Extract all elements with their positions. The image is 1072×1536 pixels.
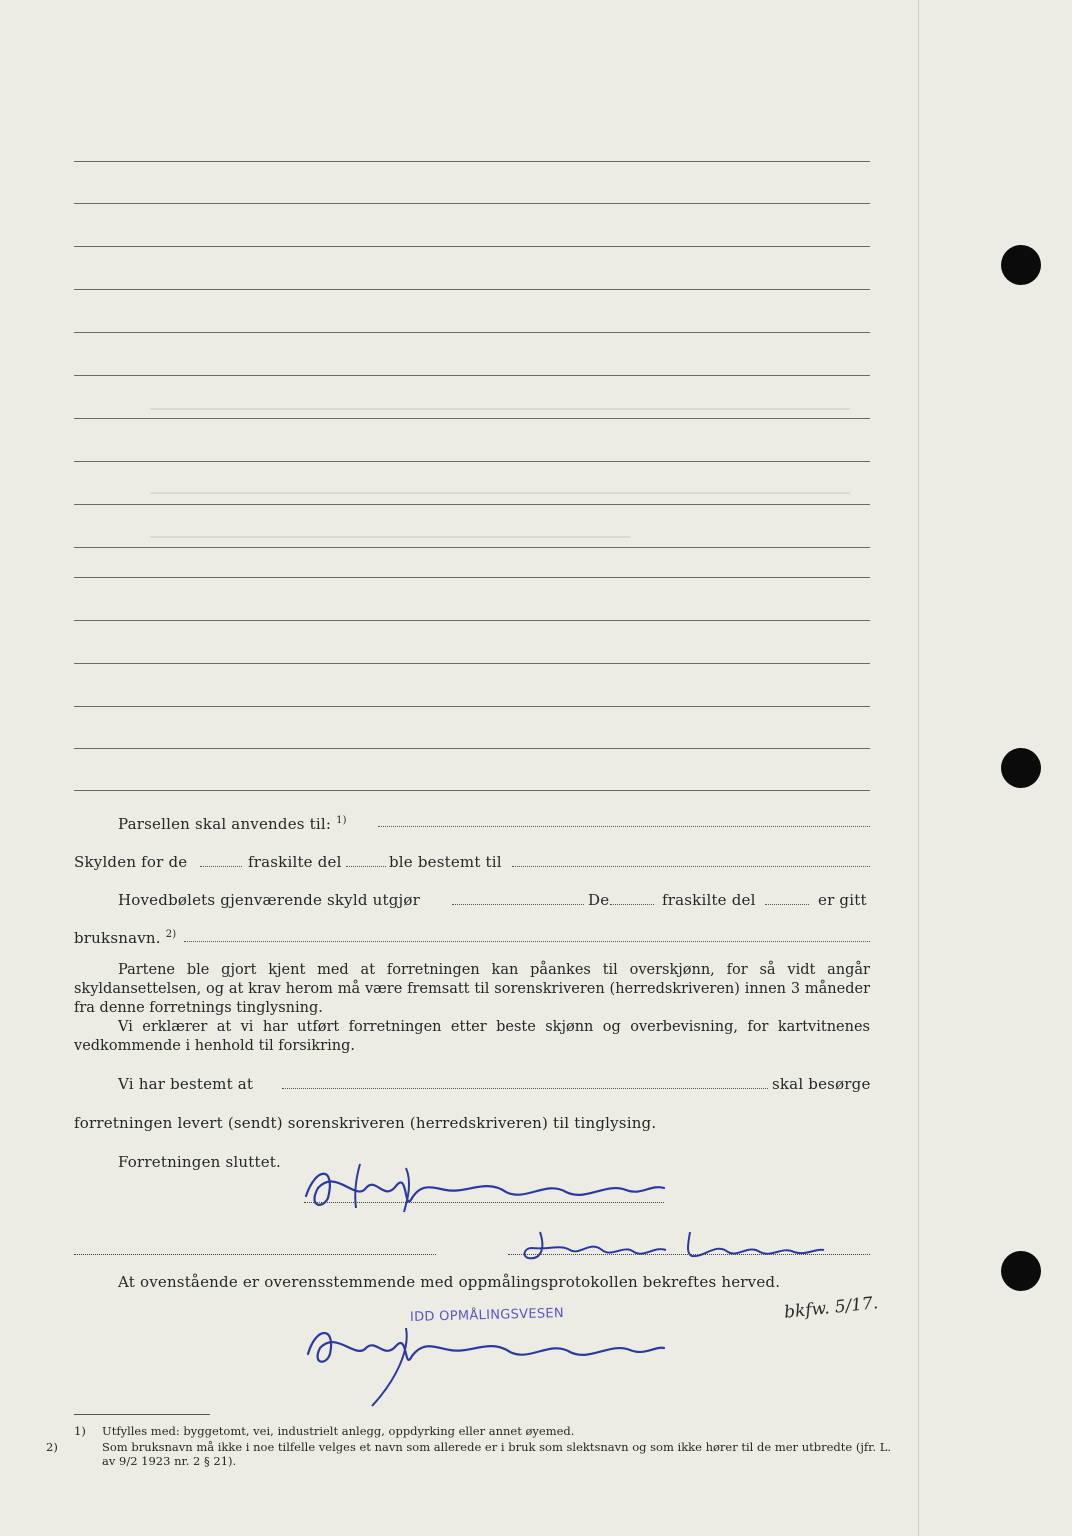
bestemt-field-b — [772, 1075, 871, 1093]
ruled-line — [74, 203, 870, 204]
parsellen-blank — [378, 826, 870, 827]
confirmation-label: At ovenstående er overensstemmende med oppmålingsprotokollen bekreftes herved. — [118, 1273, 781, 1291]
footnote-1-text: Utfylles med: byggetomt, vei, industrielt anlegg, oppdyrking eller annet øyemed. — [102, 1424, 575, 1438]
footnote-2 — [46, 1440, 902, 1468]
signature-2 — [520, 1226, 830, 1264]
hovedbol-blank-3 — [765, 904, 809, 905]
signature-1 — [296, 1158, 676, 1218]
ruled-line — [74, 706, 870, 707]
ruled-line — [74, 461, 870, 462]
hovedbol-field — [118, 891, 420, 909]
skylden-blank-2 — [346, 866, 386, 867]
skylden-field-c — [389, 853, 502, 871]
hovedbol-label: Hovedbølets gjenværende skyld utgjør — [118, 891, 420, 909]
appeal-paragraph-block — [74, 961, 870, 1056]
bruksnavn-label: bruksnavn. — [74, 929, 161, 947]
footnote-1-number: 1) — [74, 1424, 86, 1438]
bleed-through-mark — [150, 408, 850, 410]
footnote-ref: 1) — [336, 815, 347, 826]
ruled-line — [74, 246, 870, 247]
bestemt-blank — [282, 1088, 768, 1089]
punch-hole-top — [1001, 245, 1041, 285]
confirmation-text — [118, 1273, 780, 1291]
hovedbol-label-d: er gitt — [818, 891, 867, 909]
skylden-field — [74, 853, 187, 871]
footnote-1 — [74, 1424, 874, 1438]
declaration-paragraph: Vi erklærer at vi har utført forretningen etter beste skjønn og overbevisning, for kartvitnenes vedkommende i henhold til forsikring. — [74, 1019, 870, 1054]
skylden-field-b — [248, 853, 342, 871]
ruled-line — [74, 748, 870, 749]
skylden-label-c: ble bestemt til — [389, 853, 502, 871]
ruled-line — [74, 418, 870, 419]
footnote-2-text: Som bruksnavn må ikke i noe tilfelle velges et navn som allerede er i bruk som slektsnavn og som ikke hører til de mer utbredte (jfr. L. av 9/2 1923 nr. 2 § 21). — [102, 1440, 891, 1468]
office-stamp: IDD OPMÅLINGSVESEN — [409, 1305, 565, 1326]
ruled-line — [74, 161, 870, 162]
skylden-blank-1 — [200, 866, 242, 867]
bruksnavn-blank — [184, 941, 870, 942]
bestemt-label-b: skal besørge — [772, 1075, 871, 1093]
signature-line-1 — [304, 1202, 664, 1203]
parsellen-label: Parsellen skal anvendes til: — [118, 815, 332, 833]
ruled-line — [74, 620, 870, 621]
ruled-line — [74, 332, 870, 333]
bestemt-field — [118, 1075, 253, 1093]
hovedbol-label-b: De — [588, 891, 610, 909]
skylden-blank-3 — [512, 866, 870, 867]
ruled-line — [74, 547, 870, 548]
ruled-line — [74, 289, 870, 290]
ruled-line — [74, 375, 870, 376]
skylden-label-b: fraskilte del — [248, 853, 342, 871]
bestemt-field-c — [74, 1114, 656, 1132]
hovedbol-blank-2 — [610, 904, 654, 905]
closing-text — [118, 1153, 281, 1171]
ruled-line — [74, 790, 870, 791]
footnote-divider — [74, 1414, 210, 1415]
bestemt-label-a: Vi har bestemt at — [118, 1075, 254, 1093]
signature-3 — [300, 1320, 670, 1410]
bleed-through-mark — [150, 492, 850, 494]
hovedbol-field-d — [818, 891, 867, 909]
bleed-through-mark — [150, 536, 630, 538]
hovedbol-blank-1 — [452, 904, 584, 905]
hovedbol-label-c: fraskilte del — [662, 891, 756, 909]
ruled-line — [74, 504, 870, 505]
bestemt-label-c: forretningen levert (sendt) sorenskriveren (herredskriveren) til tinglysing. — [74, 1114, 657, 1132]
appeal-paragraph: Partene ble gjort kjent med at forretningen kan påankes til overskjønn, for så vidt angår skyldansettelsen, og at krav herom må være fremsatt til sorenskriveren (herredskriveren) innen 3 måneder fra denne forretnings tinglysning. — [74, 962, 870, 1016]
footnote-2-number: 2) — [46, 1440, 58, 1454]
bruksnavn-field — [74, 929, 176, 947]
closing-label: Forretningen sluttet. — [118, 1153, 281, 1171]
parsellen-field — [118, 815, 347, 833]
ruled-line — [74, 663, 870, 664]
footnote-ref: 2) — [165, 929, 177, 940]
witness-line-right — [508, 1254, 870, 1255]
margin-note: bkfw. 5/17. — [783, 1293, 880, 1323]
punch-hole-middle — [1001, 748, 1041, 788]
skylden-label-a: Skylden for de — [74, 853, 188, 871]
hovedbol-field-b — [588, 891, 609, 909]
ruled-line — [74, 577, 870, 578]
page-edge — [918, 0, 919, 1536]
punch-hole-bottom — [1001, 1251, 1041, 1291]
witness-line-left — [74, 1254, 436, 1255]
hovedbol-field-c — [662, 891, 756, 909]
